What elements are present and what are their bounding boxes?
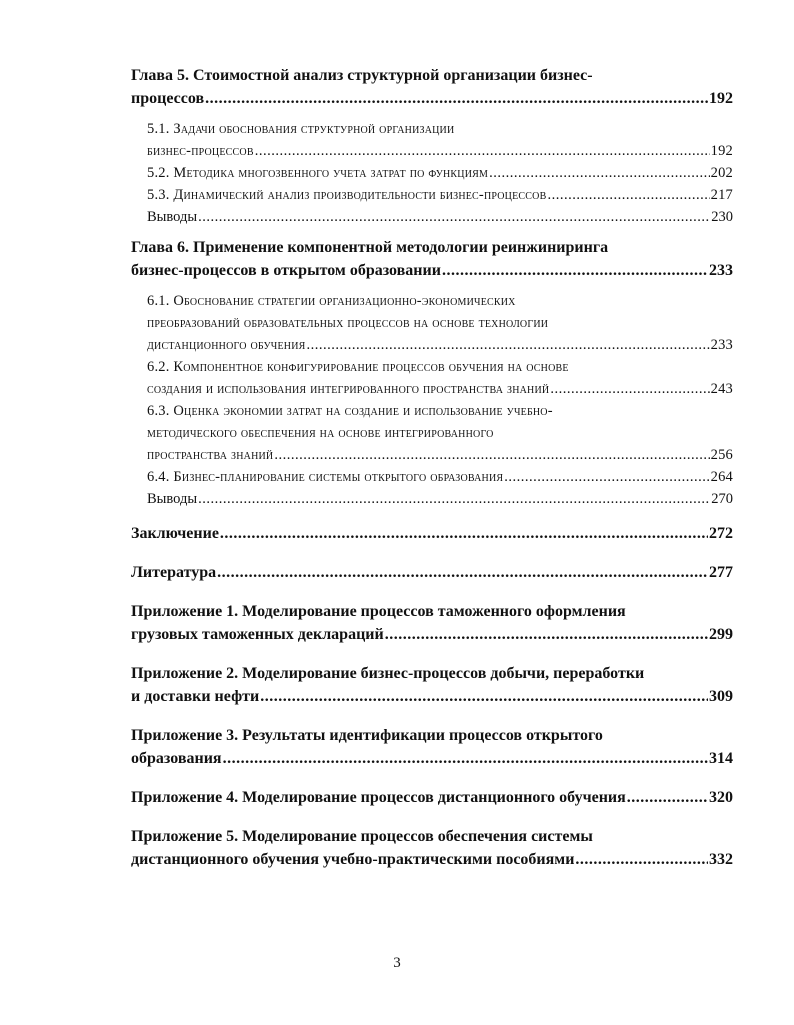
appendix-2-line-1: Приложение 2. Моделирование бизнес-процессов добычи, переработки	[131, 665, 645, 682]
toc-conclusion	[131, 522, 733, 545]
appendix-2-line-2: и доставки нефти	[131, 688, 260, 705]
literature-page: 277	[709, 564, 733, 581]
toc-chapter-6-sections	[147, 290, 733, 510]
section-5-3-title: 5.3. Динамический анализ производительности бизнес-процессов	[147, 187, 547, 203]
appendix-3-page: 314	[709, 750, 733, 767]
leader-dots	[220, 522, 708, 545]
appendix-2-page: 309	[709, 688, 733, 705]
leader-dots	[255, 140, 710, 162]
appendix-1-line-1: Приложение 1. Моделирование процессов таможенного оформления	[131, 603, 626, 620]
section-5-2-title: 5.2. Методика многозвенного учета затрат по функциям	[147, 165, 489, 181]
section-6-3-line-1: 6.3. Оценка экономии затрат на создание и использование учебно-	[147, 403, 553, 419]
chapter-5-title-line-1: Глава 5. Стоимостной анализ структурной организации бизнес-	[131, 67, 593, 84]
toc-chapter-5	[131, 64, 733, 110]
leader-dots	[274, 444, 709, 466]
section-6-3-page: 256	[710, 447, 733, 463]
leader-dots	[547, 184, 709, 206]
leader-dots	[205, 87, 708, 110]
leader-dots	[550, 378, 709, 400]
section-5-3-page: 217	[710, 187, 733, 203]
section-6-3-line-2: методического обеспечения на основе интегрированного	[147, 425, 494, 441]
chapter-6-title-line-2: бизнес-процессов в открытом образовании	[131, 262, 441, 279]
page-number: 3	[393, 955, 401, 971]
section-6-1-page: 233	[710, 337, 733, 353]
leader-dots	[627, 786, 708, 809]
section-6-4-page: 264	[710, 469, 733, 485]
toc-chapter-5-sections	[147, 118, 733, 228]
appendix-5-page: 332	[709, 851, 733, 868]
appendix-4-line-1: Приложение 4. Моделирование процессов дистанционного обучения	[131, 789, 626, 806]
appendix-5-line-2: дистанционного обучения учебно-практическими пособиями	[131, 851, 575, 868]
leader-dots	[198, 488, 710, 510]
conclusion-page: 272	[709, 525, 733, 542]
toc-appendix-1	[131, 600, 733, 646]
chapter-5-conclusions: Выводы	[147, 209, 198, 225]
conclusion-title: Заключение	[131, 525, 219, 542]
chapter-5-conclusions-page: 230	[711, 209, 733, 225]
chapter-6-title-line-1: Глава 6. Применение компонентной методологии реинжиниринга	[131, 239, 609, 256]
section-6-1-line-3: дистанционного обучения	[147, 337, 306, 353]
section-6-1-line-2: преобразований образовательных процессов на основе технологии	[147, 315, 549, 331]
section-6-2-line-1: 6.2. Компонентное конфигурирование процессов обучения на основе	[147, 359, 569, 375]
section-6-2-line-2: создания и использования интегрированного пространства знаний	[147, 381, 550, 397]
toc-chapter-6	[131, 236, 733, 282]
leader-dots	[307, 334, 710, 356]
section-6-3-line-3: пространства знаний	[147, 447, 274, 463]
section-5-1-page: 192	[710, 143, 733, 159]
chapter-6-conclusions: Выводы	[147, 491, 198, 507]
leader-dots	[442, 259, 708, 282]
appendix-5-line-1: Приложение 5. Моделирование процессов обеспечения системы	[131, 828, 593, 845]
appendix-3-line-2: образования	[131, 750, 222, 767]
leader-dots	[260, 685, 708, 708]
leader-dots	[223, 747, 708, 770]
toc-literature	[131, 561, 733, 584]
toc-appendix-3	[131, 724, 733, 770]
chapter-6-conclusions-page: 270	[711, 491, 733, 507]
appendix-3-line-1: Приложение 3. Результаты идентификации процессов открытого	[131, 727, 603, 744]
leader-dots	[198, 206, 710, 228]
toc-appendix-4	[131, 786, 733, 809]
chapter-5-page: 192	[709, 90, 733, 107]
section-6-2-page: 243	[710, 381, 733, 397]
leader-dots	[489, 162, 710, 184]
chapter-6-page: 233	[709, 262, 733, 279]
leader-dots	[217, 561, 708, 584]
table-of-contents	[131, 64, 733, 871]
leader-dots	[385, 623, 708, 646]
section-6-1-line-1: 6.1. Обоснование стратегии организационно-экономических	[147, 293, 516, 309]
section-5-1-line-2: бизнес-процессов	[147, 143, 254, 159]
toc-appendix-2	[131, 662, 733, 708]
appendix-4-page: 320	[709, 789, 733, 806]
appendix-1-page: 299	[709, 626, 733, 643]
chapter-5-title-line-2: процессов	[131, 90, 205, 107]
literature-title: Литература	[131, 564, 217, 581]
leader-dots	[504, 466, 709, 488]
leader-dots	[575, 848, 708, 871]
section-6-4-title: 6.4. Бизнес-планирование системы открытого образования	[147, 469, 504, 485]
toc-appendix-5	[131, 825, 733, 871]
appendix-1-line-2: грузовых таможенных деклараций	[131, 626, 384, 643]
section-5-2-page: 202	[710, 165, 733, 181]
section-5-1-line-1: 5.1. Задачи обоснования структурной организации	[147, 121, 455, 137]
